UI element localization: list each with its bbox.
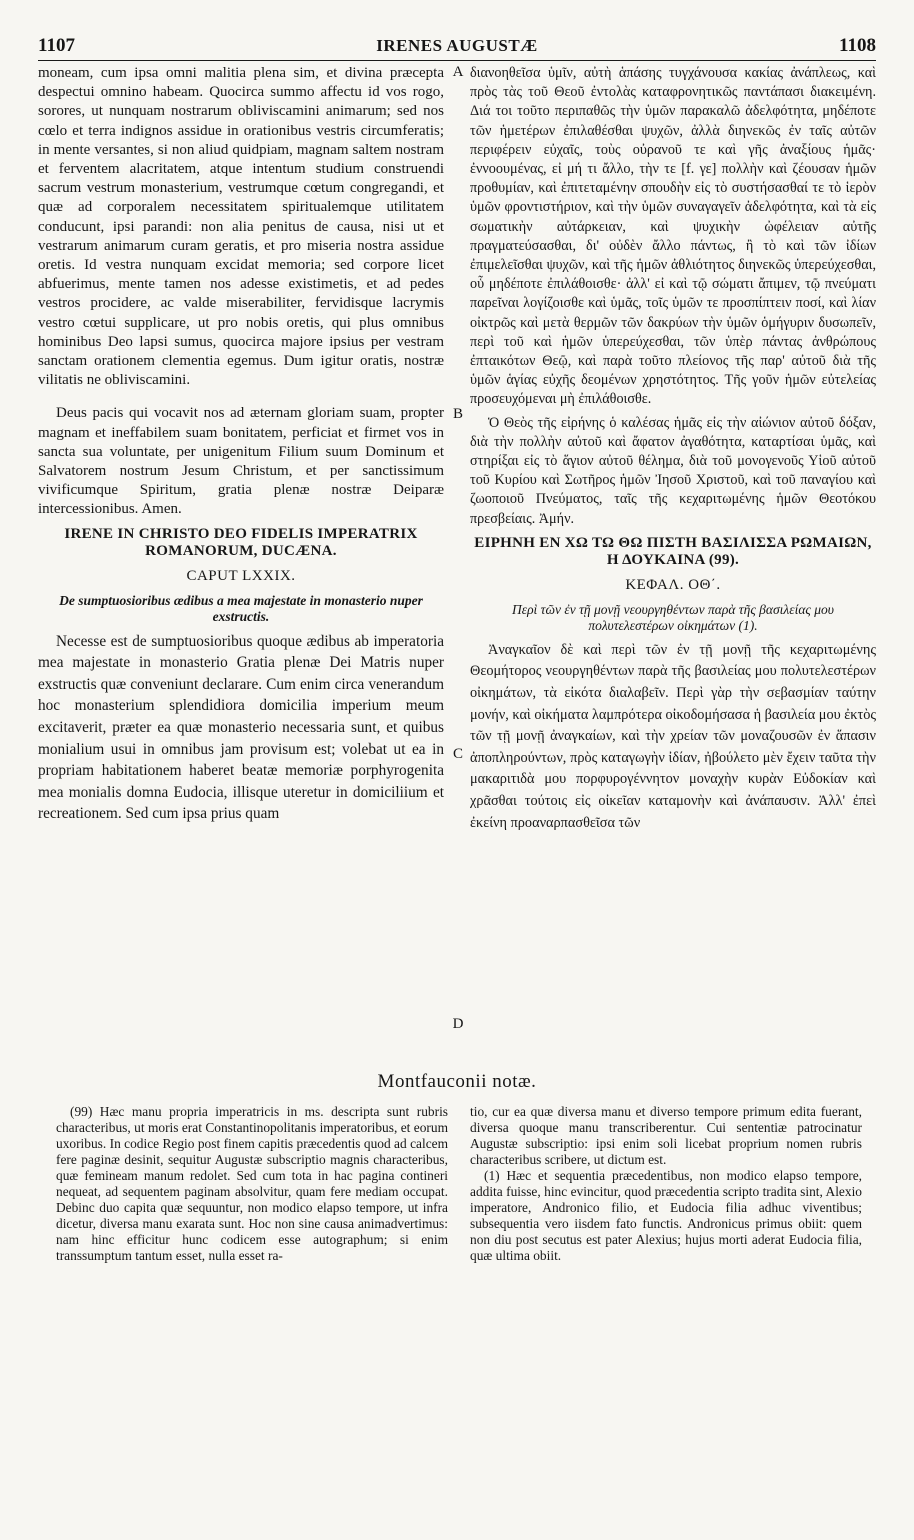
latin-column [38,64,444,1068]
margin-marker-a: A [452,64,464,80]
note-99: (99) Hæc manu propria imperatricis in ms. descripta sunt rubris characteribus, ut moris erat Constantinopolitanis imperatoribus, et eorum uxoribus. In codice Regio post finem capitis præcedentis quod ad calcem fere paginæ desinit, sequitur Augustæ subscriptio magnis characteribus, quæ femineam manum redolet. Sed cum tota in hac pagina contineri nequeat, ad sequentem paginam absolvitur, quam fere mediam occupat. Debinc duo capita quæ sequuntur, non modico elapso tempore, ut infra dicetur, diversa manu exarata sunt. Hoc non sine causa animadvertimus: nam hinc efficitur hunc codicem esse autographum; si enim transsumptum tantum esset, nulla esset ra- [56,1104,448,1263]
greek-chapter: ΚΕΦΑΛ. ΟΘ΄. [625,576,721,593]
latin-paragraph-2: Deus pacis qui vocavit nos ad æternam gloriam suam, propter magnam et ineffabilem suam bonitatem, perficiat et firmet vos in sancta sua voluntate, per unigenitum Filium suum Dominum et Salvatorem nostrum Jesum Christum, et per sanctissimum vivificumque Spiritum, gratia plenæ nostræ Deiparæ intercessionibus. Amen. [38,405,444,518]
latin-paragraph-1: moneam, cum ipsa omni malitia plena sim, et divina præcepta despectui omnino habeam. Quocirca summo affectu id vos rogo, sorores, ut nunquam nostrarum obliviscamini animarum; sed nos cœlo et terra indignos assidue in orationibus vestris circumferatis; in mente versantes, si non aliud quidpiam, magnam saltem nostram et ferventem alacritatem, atque intentum studium construendi sacrum vestrum monasterium, vestrumque cœtum congregandi, et quæ ad corporalem necessitatem spiritualemque utilitatem conducunt, ipsi parandi: non alia penitus de causa, nisi ut et vestrarum animarum curam geratis, et pro miseria nostra assidue oretis. Id vestra nunquam excidat memoria; sed corpore licet abfuerimus, mente tamen nos adesse existimetis, et ad pedes vestros procidere, ac valde miserabiliter, fervidisque lacrymis vestro cœtui supplicare, ut pro nobis oretis, qui plus omnibus hominibus Deo lapsi sumus, quocirca majore ipsius per vestram sanctam orationem clementia egemus. Dum igitur oratis, nostræ vilitatis ne obliviscamini. [38,65,444,389]
notes-title: Montfauconii notæ. [377,1071,537,1092]
margin-marker-c: C [452,746,463,762]
notes-left-column [56,1104,448,1524]
latin-chapter: CAPUT LXXIX. [186,567,296,584]
note-99-continued: tio, cur ea quæ diversa manu et diverso tempore primum edita fuerant, diversa quoque manu transcriberentur. Cui sententiæ patrocinatur Augustæ subscriptio: ipsi enim soli licebat proprium nomen rubris characteribus scribere, ut dictum est. [470,1104,862,1167]
latin-heading: IRENE IN CHRISTO DEO FIDELIS IMPERATRIX ROMANORUM, DUCÆNA. [64,525,418,559]
notes-right-column [470,1104,862,1524]
latin-rubric: De sumptuosioribus ædibus a mea majestate in monasterio nuper exstructis. [59,592,423,624]
margin-marker-b: B [452,406,463,422]
page-header [38,32,876,61]
note-1: (1) Hæc et sequentia præcedentibus, non modico elapso tempore, addita fuisse, hinc evincitur, quod præcedentia scripto tradita sint, Alexio imperatore, Andronico filio, et Eudocia filia adhuc viventibus; subsequentia vero iisdem fato functis. Andronicus primus obiit: quem non diu post secutus est pater Alexius; hujus morti aderat Eudocia filia, quæ ultima obiit. [470,1168,862,1263]
margin-marker-d: D [452,1016,464,1032]
greek-rubric: Περὶ τῶν ἐν τῇ μονῇ νεουργηθέντων παρὰ τῆς βασιλείας μου πολυτελεστέρων οἰκημάτων (1). [512,601,834,633]
greek-paragraph-1: διανοηθεῖσα ὑμῖν, αὐτὴ ἁπάσης τυγχάνουσα κακίας ἀνάπλεως, καὶ πρὸς τὰς τοῦ Θεοῦ ἐντολὰς καταφρονητικῶς παντάπασι διακειμένη. Διά τοι τοῦτο περιπαθῶς τὴν ὑμῶν παρακαλῶ ἀδελφότητα, μηδέποτε τῶν ἡμετέρων ἐπιλαθέσθαι ψυχῶν, ἀλλὰ διηνεκῶς ἐν ταῖς αὐτῶν περιφέρειν εὐχαῖς, τοὺς οὐρανοῦ τε καὶ γῆς ἀναξίους ἡμᾶς· ἐννοουμένας, εἰ μή τι ἄλλο, τὴν τε [f. γε] πολλὴν καὶ ζέουσαν ἡμῶν προθυμίαν, καὶ ἐπιτεταμένην σπουδὴν εἰς τὸ συστήσασθαί τε τὸ ἱερὸν ὑμῶν φροντιστήριον, καὶ τὴν ὑμῶν συναγαγεῖν ἀδελφότητα, καὶ τὰ εἰς σωματικὴν αὐτάρκειαν, καὶ ψυχικὴν ὠφέλειαν αὐτῆς πραγματεύσασθαι, δι' οὐδὲν ἄλλο πάντως, ἢ τὸ καὶ τῶν ἰδίων ἐπιμελεῖσθαι ψυχῶν, καὶ τῆς ἡμῶν ἀθλιότητος διηνεκῶς ὑπερεύχεσθαι, οὗ μηδέποτε ἐπιλάθοισθε· ἀλλ' εἰ καὶ τῷ σώματι ἄπιμεν, τῷ πνεύματι παρεῖναι λογίζοισθε καὶ ὑμᾶς, τοῖς ὑμῶν τε προσπίπτειν ποσί, καὶ λίαν οἰκτρῶς καὶ μετὰ θερμῶν τῶν δακρύων τὴν ὑμῶν ὁμήγυριν δυσωπεῖν, περὶ τοῦ καὶ ἡμῶν ὑπερεύχεσθαι, τῶν ὑπὲρ πάντας ἀνθρώπους ἐπταικότων Θεῷ, καὶ παρὰ τοῦτο πλείονος τῆς παρ' αὐτοῦ διὰ τῆς ὑμῶν ἁγίας εὐχῆς δεομένων χρηστότητος. Τῆς γοῦν ἡμῶν εὐτελείας προσευχόμεναι μὴ ἐπιλάθοισθε. [470,65,876,408]
greek-paragraph-3: Ἀναγκαῖον δὲ καὶ περὶ τῶν ἐν τῇ μονῇ τῆς κεχαριτωμένης Θεομήτορος νεουργηθέντων παρὰ τῆς βασιλείας μου πολυτελεστέρων οἰκημάτων, τὰ εἰκότα διαλαβεῖν. Περὶ γὰρ τὴν σεβασμίαν ταύτην μονήν, καὶ οἰκήματα λαμπρότερα οἰκοδομήσασα ἡ βασιλεία μου ἐκτὸς τῶν τῇ μονῇ ἀναγκαίων, καὶ τὴν χρείαν τῶν μοναζουσῶν ἐν ἅπασιν ἀποπληρούντων, πρὸς καταγωγὴν ἰδίαν, ἠβούλετο μὲν ἔχειν ταῦτα τὴν μακαριτιδὰ μου πορφυρογέννητον μοναχὴν κυρὰν Εὐδοκίαν καὶ χρᾶσθαι τούτοις εἰς οἰκεῖαν καταμονὴν καὶ ἀνάπαυσιν. Ἀλλ' ἐπεὶ ἐκείνη προαναρπασθεῖσα τῶν [470,641,876,831]
greek-paragraph-2: Ὁ Θεὸς τῆς εἰρήνης ὁ καλέσας ἡμᾶς εἰς τὴν αἰώνιον αὐτοῦ δόξαν, διὰ τὴν πολλὴν αὐτοῦ καὶ ἄφατον ἀγαθότητα, καταρτίσαι ὑμᾶς, καὶ στηρίξαι εἰς τὸ ἅγιον αὐτοῦ θέλημα, διὰ τοῦ μονογενοῦς Υἱοῦ αὐτοῦ τοῦ Κυρίου καὶ Σωτῆρος ἡμῶν Ἰησοῦ Χριστοῦ, καὶ τοῦ παναγίου καὶ ζωοποιοῦ Πνεύματος, ταῖς τῆς κεχαριτωμένης ἡμῶν Θεοτόκου πρεσβείαις. Ἀμήν. [470,414,876,527]
page-number-left: 1107 [38,35,75,56]
running-title: IRENES AUGUSTÆ [376,36,538,55]
page-number-right: 1108 [839,35,876,56]
greek-column [470,64,876,1068]
latin-paragraph-3: Necesse est de sumptuosioribus quoque ædibus ab imperatoria mea majestate in monasterio Gratia plenæ Dei Matris nuper exstructis quæ conveniunt declarare. Cum enim circa venerandum hoc monasterium splendidiora domicilia imperium meum excitaverit, præter ea quæ monasterio necessaria sunt, et quibus monialium usui in omnibus jam provisum est; volebat ut ea in propriam habitationem haberet beatæ memoriæ porphyrogenita mea monialis domna Eudocia, illisque uteretur in domiciliium et recreationem. Sed cum ipsa prius quam [38,632,444,823]
greek-heading: ΕΙΡΗΝΗ ΕΝ ΧΩ ΤΩ ΘΩ ΠΙΣΤΗ ΒΑΣΙΛΙΣΣΑ ΡΩΜΑΙΩΝ, Η ΔΟΥΚΑΙΝΑ (99). [474,534,872,568]
